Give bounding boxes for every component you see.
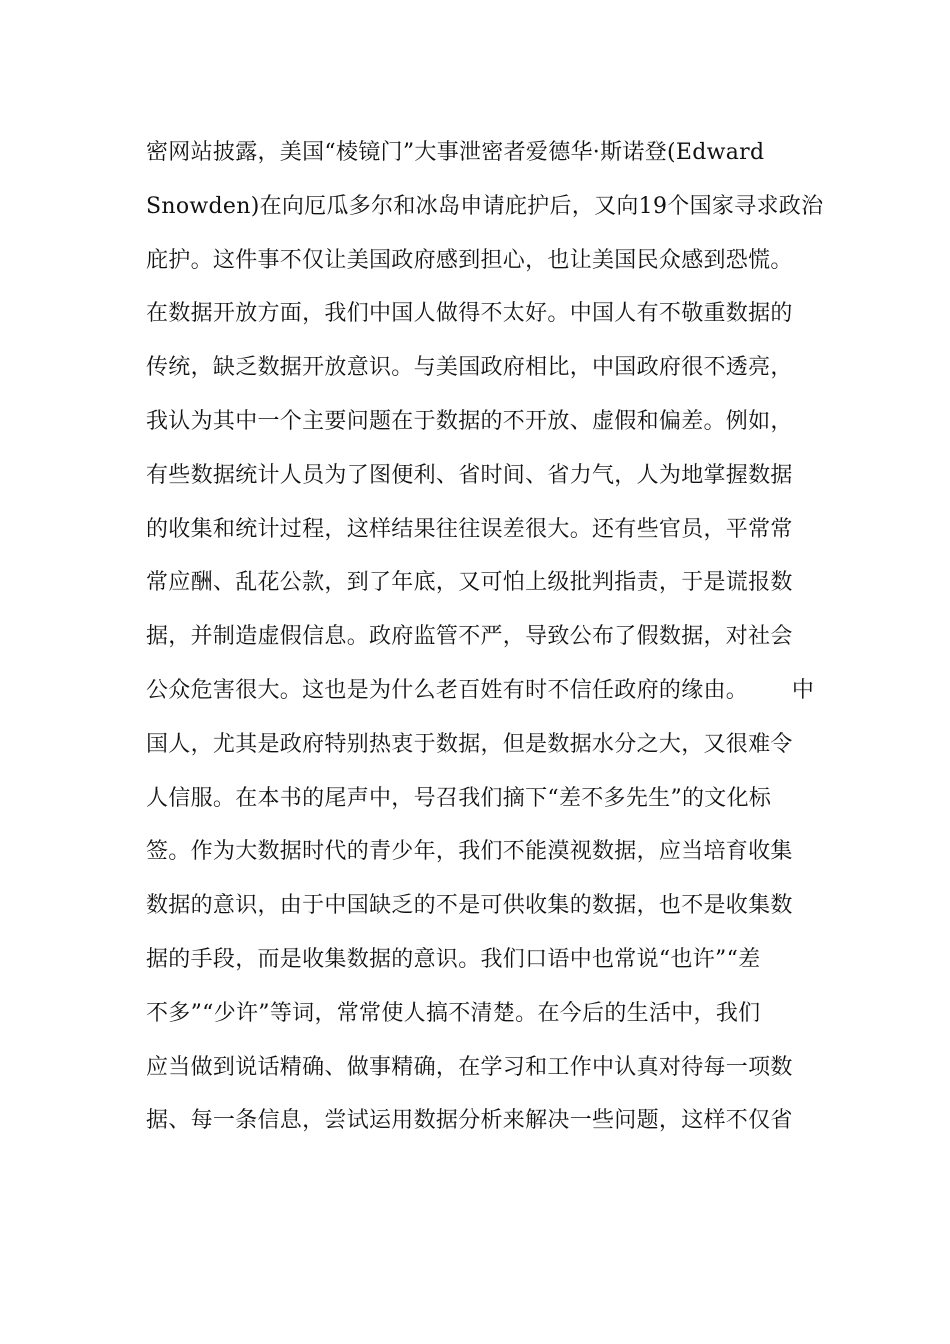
- text-line: 不多”“少许”等词，常常使人搞不清楚。在今后的生活中，我们: [146, 1000, 761, 1026]
- text-line: 签。作为大数据时代的青少年，我们不能漠视数据，应当培育收集: [146, 839, 793, 865]
- body-text: [146, 126, 846, 1148]
- text-line: 常应酬、乱花公款，到了年底，又可怕上级批判指责，于是谎报数: [146, 570, 793, 596]
- text-line: 数据的意识，由于中国缺乏的不是可供收集的数据，也不是收集数: [146, 893, 793, 919]
- text-line: Snowden)在向厄瓜多尔和冰岛申请庇护后，又向19个国家寻求政治: [146, 193, 824, 219]
- text-line: 公众危害很大。这也是为什么老百姓有时不信任政府的缘由。 中: [146, 677, 815, 703]
- text-line: 传统，缺乏数据开放意识。与美国政府相比，中国政府很不透亮，: [146, 355, 793, 381]
- text-line: 有些数据统计人员为了图便利、省时间、省力气，人为地掌握数据: [146, 462, 793, 488]
- text-line: 密网站披露，美国“棱镜门”大事泄密者爱德华·斯诺登(Edward: [146, 140, 765, 165]
- text-line: 应当做到说话精确、做事精确，在学习和工作中认真对待每一项数: [146, 1054, 793, 1080]
- text-line: 庇护。这件事不仅让美国政府感到担心，也让美国民众感到恐慌。: [146, 247, 793, 273]
- text-line: 国人，尤其是政府特别热衷于数据，但是数据水分之大，又很难令: [146, 731, 793, 757]
- text-line: 据，并制造虚假信息。政府监管不严，导致公布了假数据，对社会: [146, 624, 793, 650]
- text-line: 据的手段，而是收集数据的意识。我们口语中也常说“也许”“差: [146, 946, 761, 972]
- text-line: 我认为其中一个主要问题在于数据的不开放、虚假和偏差。例如，: [146, 408, 793, 434]
- text-line: 人信服。在本书的尾声中，号召我们摘下“差不多先生”的文化标: [146, 785, 772, 811]
- text-line: 的收集和统计过程，这样结果往往误差很大。还有些官员，平常常: [146, 516, 793, 542]
- text-line: 据、每一条信息，尝试运用数据分析来解决一些问题，这样不仅省: [146, 1108, 793, 1134]
- text-line: 在数据开放方面，我们中国人做得不太好。中国人有不敬重数据的: [146, 301, 793, 327]
